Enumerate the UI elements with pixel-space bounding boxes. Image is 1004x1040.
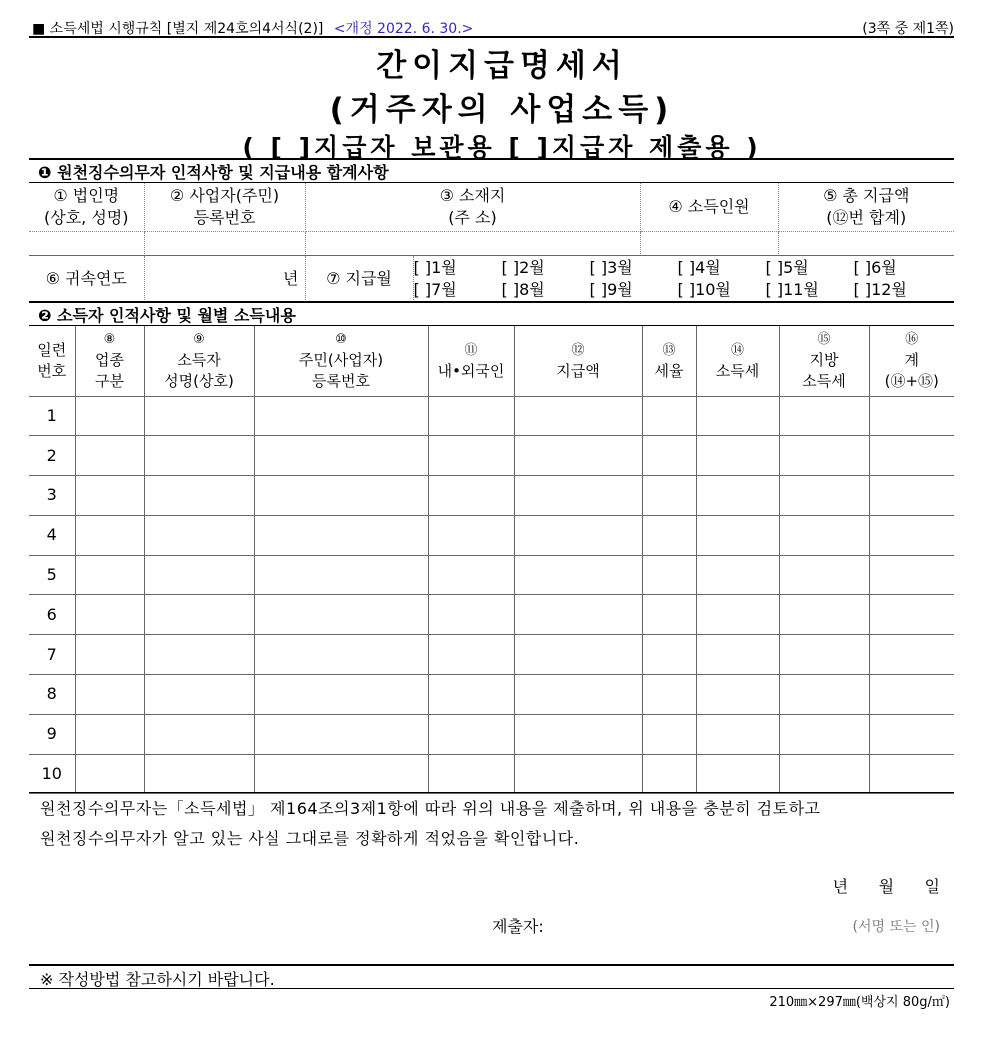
input-cell[interactable] [779,595,869,635]
input-cell[interactable] [779,515,869,555]
payment-month-label: ⑦ 지급월 [305,256,413,302]
input-cell[interactable] [428,595,514,635]
input-cell[interactable] [514,555,642,595]
input-cell[interactable] [254,555,428,595]
input-cell[interactable] [144,714,254,754]
local-income-tax-header: ⑮ 지방 소득세 [779,326,869,396]
input-cell[interactable] [779,714,869,754]
input-cell[interactable] [514,436,642,476]
submission-date[interactable]: 년 월 일 [832,877,940,896]
input-cell[interactable] [514,714,642,754]
declaration-text: 원천징수의무자는「소득세법」 제164조의3제1항에 따라 위의 내용을 제출하며, 위 내용을 충분히 검토하고 원천징수의무자가 알고 있는 사실 그대로를 정확하게 적었음을 확인합니다. [40,799,821,848]
input-cell[interactable] [428,476,514,516]
corp-name-field[interactable] [29,231,144,255]
input-cell[interactable] [642,635,696,675]
table-row [29,714,954,754]
input-cell[interactable] [696,675,779,715]
input-cell[interactable] [254,675,428,715]
input-cell[interactable] [75,555,144,595]
input-cell[interactable] [144,555,254,595]
input-cell[interactable] [869,396,954,436]
serial-number-cell: 3 [29,476,75,516]
input-cell[interactable] [696,396,779,436]
period-row [29,256,954,302]
input-cell[interactable] [428,396,514,436]
input-cell[interactable] [75,754,144,794]
corp-name-header: ① 법인명 (상호, 성명) [29,183,144,231]
input-cell[interactable] [779,476,869,516]
input-cell[interactable] [144,396,254,436]
input-cell[interactable] [144,754,254,794]
footer-bottom-rule [29,988,954,989]
table-row [29,754,954,794]
input-cell[interactable] [428,754,514,794]
input-cell[interactable] [428,436,514,476]
industry-header: ⑧ 업종 구분 [75,326,144,396]
table-row [29,675,954,715]
input-cell[interactable] [144,595,254,635]
input-cell[interactable] [696,754,779,794]
law-reference: ■ 소득세법 시행규칙 [별지 제24호의4서식(2)] [32,21,324,37]
submitter-label: 제출자: [492,917,544,936]
input-cell[interactable] [642,754,696,794]
serial-number-cell: 1 [29,396,75,436]
serial-number-cell: 8 [29,675,75,715]
input-cell[interactable] [254,714,428,754]
address-field[interactable] [305,231,640,255]
page-indicator: (3쪽 중 제1쪽) [862,21,954,37]
input-cell[interactable] [254,396,428,436]
income-tax-header: ⑭ 소득세 [696,326,779,396]
input-cell[interactable] [144,436,254,476]
serial-number-cell: 2 [29,436,75,476]
table-row [29,595,954,635]
input-cell[interactable] [254,436,428,476]
month-checkbox[interactable]: [ ]11월 [765,279,819,299]
input-cell[interactable] [254,515,428,555]
signature-field[interactable]: (서명 또는 인) [852,919,940,935]
footer-top-rule [29,964,954,966]
month-checkbox[interactable]: [ ]12월 [853,279,907,299]
input-cell[interactable] [428,675,514,715]
input-cell[interactable] [75,714,144,754]
tax-rate-header: ⑬ 세율 [642,326,696,396]
input-cell[interactable] [696,515,779,555]
input-cell[interactable] [779,675,869,715]
input-cell[interactable] [428,714,514,754]
payment-amount-header: ⑫ 지급액 [514,326,642,396]
total-header: ⑯ 계 (⑭+⑮) [869,326,954,396]
input-cell[interactable] [869,714,954,754]
instructions-note: ※ 작성방법 참고하시기 바랍니다. [40,970,275,989]
input-cell[interactable] [514,515,642,555]
input-cell[interactable] [144,675,254,715]
input-cell[interactable] [779,635,869,675]
serial-number-header: 일련 번호 [29,326,75,396]
input-cell[interactable] [696,436,779,476]
input-cell[interactable] [696,635,779,675]
input-cell[interactable] [642,396,696,436]
input-cell[interactable] [75,675,144,715]
payment-month-options [413,256,954,302]
input-cell[interactable] [75,515,144,555]
reg-number-field[interactable] [144,231,305,255]
input-cell[interactable] [642,675,696,715]
serial-number-cell: 5 [29,555,75,595]
income-count-field[interactable] [640,231,778,255]
reg-number-header: ② 사업자(주민) 등록번호 [144,183,305,231]
serial-number-cell: 4 [29,515,75,555]
input-cell[interactable] [869,635,954,675]
table-row [29,635,954,675]
month-checkbox[interactable]: [ ]3월 [589,257,633,277]
input-cell[interactable] [869,515,954,555]
input-cell[interactable] [696,476,779,516]
table-row [29,476,954,516]
month-checkbox[interactable]: [ ]1월 [413,257,457,277]
input-cell[interactable] [869,675,954,715]
table-row [29,555,954,595]
attribution-year-label: ⑥ 귀속연도 [29,256,144,302]
input-cell[interactable] [144,476,254,516]
input-cell[interactable] [642,714,696,754]
address-header: ③ 소재지 (주 소) [305,183,640,231]
input-cell[interactable] [75,436,144,476]
month-checkbox[interactable]: [ ]2월 [501,257,545,277]
input-cell[interactable] [869,436,954,476]
top-rule [29,36,954,38]
input-cell[interactable] [779,396,869,436]
month-checkbox[interactable]: [ ]10월 [677,279,731,299]
copy-type-selector[interactable]: ( [ ]지급자 보관용 [ ]지급자 제출용 ) [242,133,762,162]
input-cell[interactable] [696,714,779,754]
input-cell[interactable] [75,476,144,516]
input-cell[interactable] [144,635,254,675]
serial-number-cell: 7 [29,635,75,675]
withholder-input-row [29,231,954,255]
input-cell[interactable] [642,555,696,595]
total-paid-field[interactable] [778,231,954,255]
input-cell[interactable] [642,515,696,555]
withholder-info-table [29,183,954,256]
input-cell[interactable] [254,754,428,794]
serial-number-cell: 10 [29,754,75,794]
input-cell[interactable] [514,635,642,675]
input-cell[interactable] [144,515,254,555]
income-detail-table [29,326,954,794]
revision-date: <개정 2022. 6. 30.> [333,21,474,37]
input-cell[interactable] [75,396,144,436]
table-bottom-rule [29,792,954,793]
residency-header: ⑪ 내•외국인 [428,326,514,396]
attribution-year-field[interactable]: 년 [144,256,305,302]
income-count-header: ④ 소득인원 [640,183,778,231]
table-row [29,436,954,476]
month-checkbox[interactable]: [ ]8월 [501,279,545,299]
input-cell[interactable] [869,476,954,516]
section1-heading: ❶ 원천징수의무자 인적사항 및 지급내용 합계사항 [38,163,389,182]
serial-number-cell: 9 [29,714,75,754]
section2-heading: ❷ 소득자 인적사항 및 월별 소득내용 [38,306,296,325]
input-cell[interactable] [428,635,514,675]
input-cell[interactable] [428,555,514,595]
month-checkbox[interactable]: [ ]7월 [413,279,457,299]
input-cell[interactable] [75,595,144,635]
input-cell[interactable] [514,396,642,436]
input-cell[interactable] [514,754,642,794]
table-row [29,515,954,555]
total-paid-header: ⑤ 총 지급액 (⑫번 합계) [778,183,954,231]
input-cell[interactable] [779,436,869,476]
period-table [29,255,954,302]
month-checkbox[interactable]: [ ]4월 [677,257,721,277]
input-cell[interactable] [696,595,779,635]
input-cell[interactable] [696,555,779,595]
input-cell[interactable] [514,595,642,635]
input-cell[interactable] [869,555,954,595]
month-checkbox[interactable]: [ ]5월 [765,257,809,277]
input-cell[interactable] [428,515,514,555]
input-cell[interactable] [254,476,428,516]
input-cell[interactable] [514,675,642,715]
input-cell[interactable] [779,555,869,595]
input-cell[interactable] [642,595,696,635]
input-cell[interactable] [642,476,696,516]
input-cell[interactable] [514,476,642,516]
input-cell[interactable] [75,635,144,675]
month-checkbox[interactable]: [ ]6월 [853,257,897,277]
earner-name-header: ⑨ 소득자 성명(상호) [144,326,254,396]
input-cell[interactable] [254,595,428,635]
form-title: 간이지급명세서 [376,48,628,84]
input-cell[interactable] [869,595,954,635]
input-cell[interactable] [779,754,869,794]
input-cell[interactable] [254,635,428,675]
income-header-row [29,326,954,396]
paper-spec: 210㎜×297㎜(백상지 80g/㎡) [769,995,950,1010]
month-checkbox[interactable]: [ ]9월 [589,279,633,299]
withholder-header-row [29,183,954,231]
form-reference [32,18,473,38]
form-subtitle: (거주자의 사업소득) [329,92,675,128]
input-cell[interactable] [869,754,954,794]
earner-reg-number-header: ⑩ 주민(사업자) 등록번호 [254,326,428,396]
input-cell[interactable] [642,436,696,476]
table-row [29,396,954,436]
serial-number-cell: 6 [29,595,75,635]
